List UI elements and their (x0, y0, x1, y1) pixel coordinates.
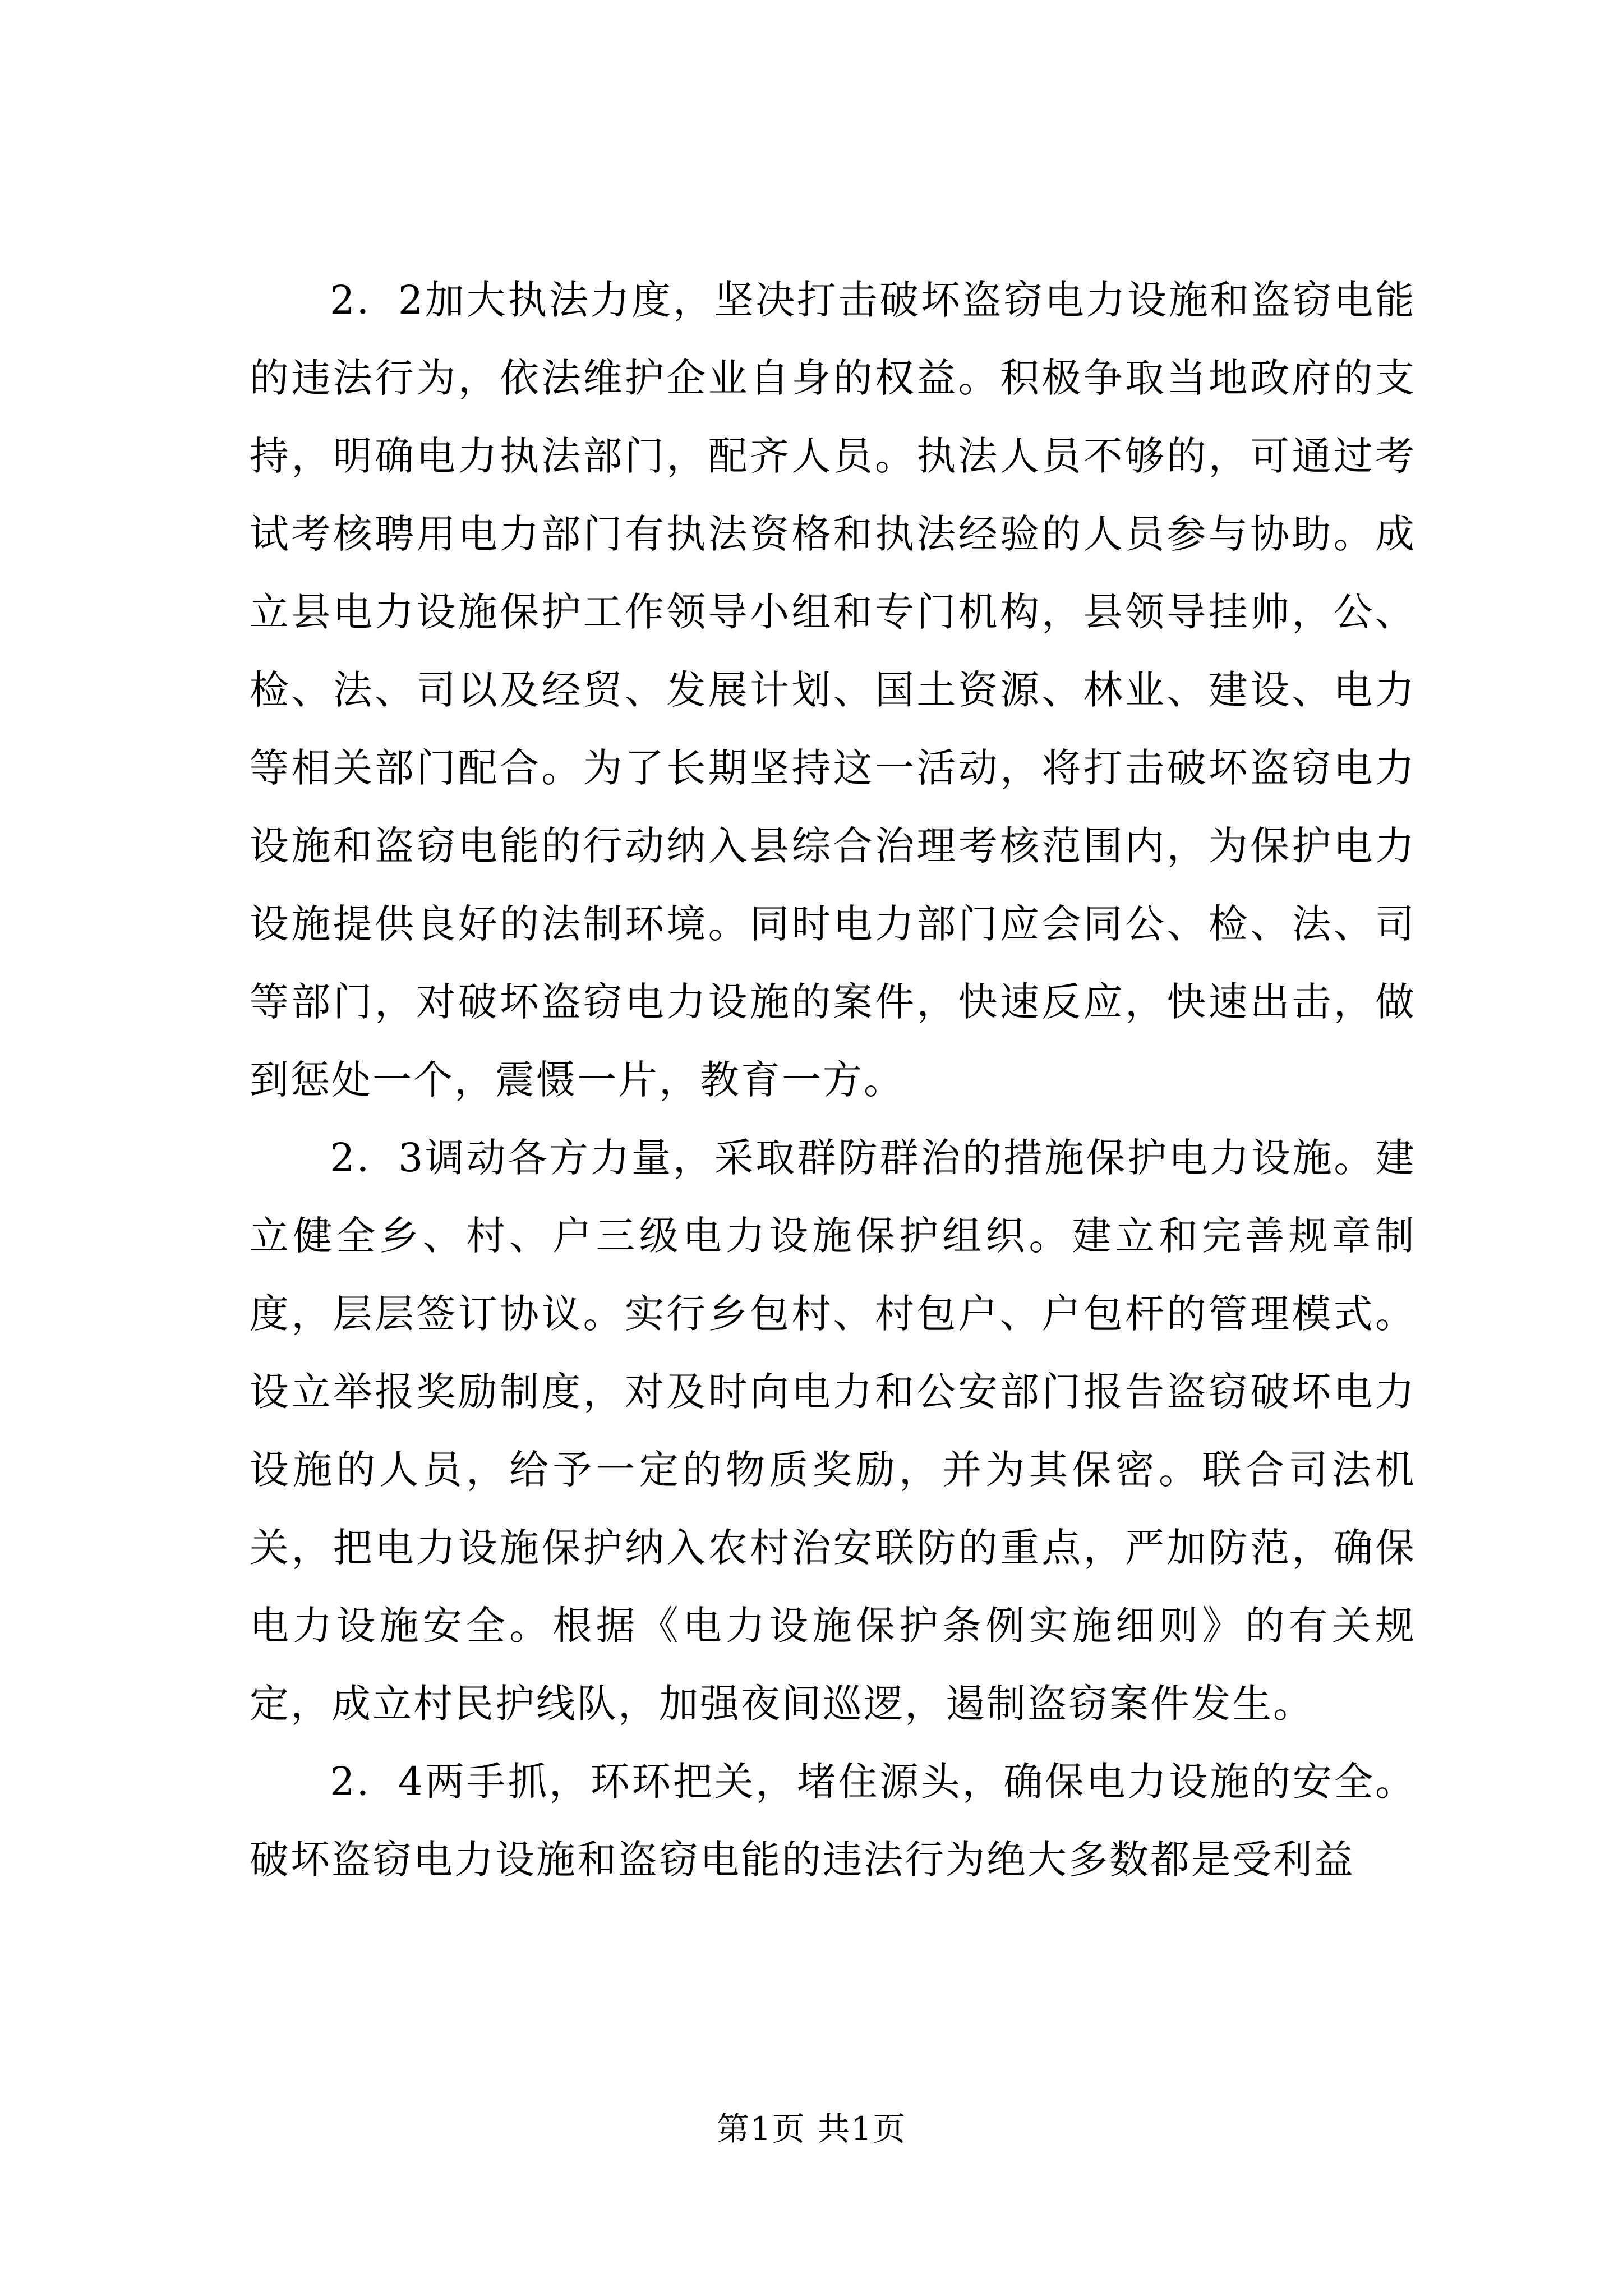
document-body (250, 261, 1416, 1899)
paragraph-2-2: 2．2加大执法力度，坚决打击破坏盗窃电力设施和盗窃电能的违法行为，依法维护企业自身的权益。积极争取当地政府的支持，明确电力执法部门，配齐人员。执法人员不够的，可通过考试考核聘用电力部门有执法资格和执法经验的人员参与协助。成立县电力设施保护工作领导小组和专门机构，县领导挂帅，公、检、法、司以及经贸、发展计划、国土资源、林业、建设、电力等相关部门配合。为了长期坚持这一活动，将打击破坏盗窃电力设施和盗窃电能的行动纳入县综合治理考核范围内，为保护电力设施提供良好的法制环境。同时电力部门应会同公、检、法、司等部门，对破坏盗窃电力设施的案件，快速反应，快速出击，做到惩处一个，震慑一片，教育一方。 (250, 277, 1416, 1103)
paragraph-2-4: 2．4两手抓，环环把关，堵住源头，确保电力设施的安全。破坏盗窃电力设施和盗窃电能的违法行为绝大多数都是受利益 (250, 1759, 1416, 1883)
paragraph-2-3: 2．3调动各方力量，采取群防群治的措施保护电力设施。建立健全乡、村、户三级电力设施保护组织。建立和完善规章制度，层层签订协议。实行乡包村、村包户、户包杆的管理模式。设立举报奖励制度，对及时向电力和公安部门报告盗窃破坏电力设施的人员，给予一定的物质奖励，并为其保密。联合司法机关，把电力设施保护纳入农村治安联防的重点，严加防范，确保电力设施安全。根据《电力设施保护条例实施细则》的有关规定，成立村民护线队，加强夜间巡逻，遏制盗窃案件发生。 (250, 1135, 1416, 1727)
page-footer: 第1页 共1页 (716, 2110, 907, 2148)
